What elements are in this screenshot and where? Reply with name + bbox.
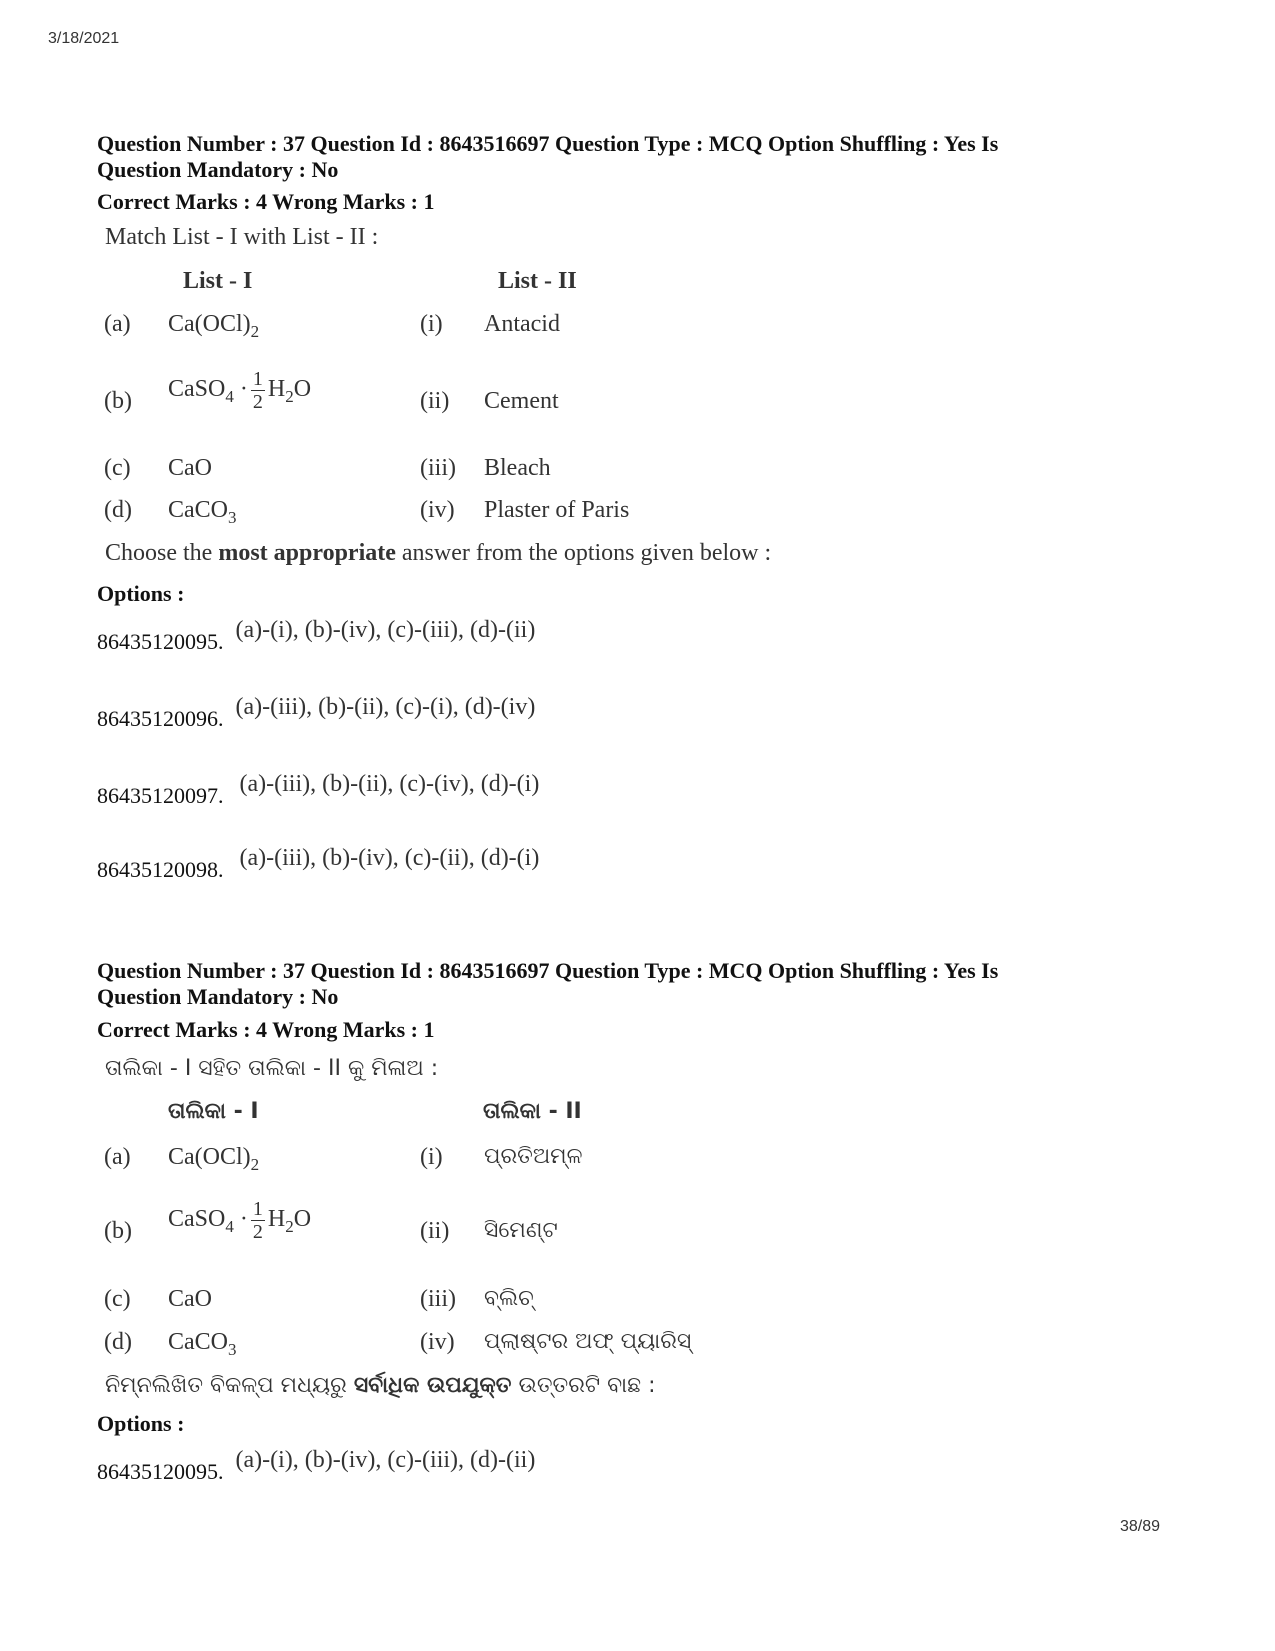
list2-header: ତାଲିକା - II	[483, 1099, 582, 1124]
print-date: 3/18/2021	[48, 30, 120, 47]
options-label: Options :	[97, 1411, 185, 1436]
question-meta-line2: Question Mandatory : No	[97, 157, 339, 182]
option-id: 86435120095.	[97, 1459, 224, 1484]
row-label-d: (d)	[104, 1329, 132, 1355]
row-roman-i: (i)	[420, 311, 443, 337]
option-text: (a)-(iii), (b)-(iv), (c)-(ii), (d)-(i)	[239, 845, 540, 871]
formula-calcium-carbonate: CaCO$_3$	[168, 1329, 237, 1359]
option-text: (a)-(iii), (b)-(ii), (c)-(i), (d)-(iv)	[235, 694, 536, 720]
row-answer-bleach: Bleach	[484, 455, 551, 481]
row-roman-iv: (iv)	[420, 1329, 455, 1355]
question-prompt: Match List - I with List - II :	[105, 224, 379, 250]
formula-calcium-oxide: CaO	[168, 455, 212, 481]
row-roman-i: (i)	[420, 1144, 443, 1170]
row-label-a: (a)	[104, 311, 131, 337]
question-marks: Correct Marks : 4 Wrong Marks : 1	[97, 189, 435, 214]
row-roman-ii: (ii)	[420, 388, 450, 414]
page-number: 38/89	[1120, 1518, 1161, 1535]
question-instruction: Choose the most appropriate answer from the options given below :	[105, 540, 772, 566]
row-answer-antacid: ପ୍ରତିଅମ୍ଳ	[484, 1144, 583, 1169]
formula-plaster-of-paris: CaSO$_4$ · $\frac{1}{2}$ $H_2O$	[168, 1198, 312, 1243]
option-row[interactable]	[97, 771, 540, 808]
row-roman-iv: (iv)	[420, 497, 455, 523]
option-id: 86435120097.	[97, 783, 224, 808]
option-id: 86435120098.	[97, 857, 224, 882]
formula-plaster-of-paris: CaSO$_4$ · $\frac{1}{2}$ $H_2O$	[168, 368, 312, 413]
row-answer-cement: Cement	[484, 388, 559, 414]
question-meta-line1: Question Number : 37 Question Id : 8643516697 Question Type : MCQ Option Shuffling : Yes Is	[97, 958, 999, 983]
list1-header: ତାଲିକା - I	[168, 1099, 259, 1124]
option-row[interactable]	[97, 694, 536, 731]
question-meta-line2: Question Mandatory : No	[97, 984, 339, 1009]
row-label-c: (c)	[104, 1286, 131, 1312]
row-label-d: (d)	[104, 497, 132, 523]
row-answer-antacid: Antacid	[484, 311, 560, 337]
row-label-c: (c)	[104, 455, 131, 481]
row-roman-ii: (ii)	[420, 1218, 450, 1244]
row-roman-iii: (iii)	[420, 455, 456, 481]
row-answer-bleach: ବ୍ଲିଚ୍	[484, 1286, 534, 1311]
option-id: 86435120096.	[97, 706, 224, 731]
row-label-a: (a)	[104, 1144, 131, 1170]
option-row[interactable]	[97, 845, 540, 882]
option-id: 86435120095.	[97, 629, 224, 654]
row-answer-cement: ସିମେଣ୍ଟ	[484, 1218, 558, 1243]
option-text: (a)-(i), (b)-(iv), (c)-(iii), (d)-(ii)	[235, 617, 536, 643]
option-row[interactable]	[97, 1447, 536, 1484]
formula-calcium-carbonate: CaCO$_3$	[168, 497, 237, 527]
row-answer-plaster: Plaster of Paris	[484, 497, 630, 523]
row-label-b: (b)	[104, 388, 132, 414]
option-text: (a)-(i), (b)-(iv), (c)-(iii), (d)-(ii)	[235, 1447, 536, 1473]
row-label-b: (b)	[104, 1218, 132, 1244]
formula-calcium-hypochlorite: $Ca(OCl)_2$	[168, 311, 260, 341]
option-row[interactable]	[97, 617, 536, 654]
question-instruction: ନିମ୍ନଲିଖିତ ବିକଳ୍ପ ମଧ୍ୟରୁ ସର୍ବାଧିକ ଉପଯୁକ୍ତ ଉତ୍ତରଟି ବାଛ :	[105, 1373, 656, 1398]
list1-header: List - I	[183, 268, 253, 294]
option-text: (a)-(iii), (b)-(ii), (c)-(iv), (d)-(i)	[239, 771, 540, 797]
row-answer-plaster: ପ୍ଲାଷ୍ଟର ଅଫ୍ ପ୍ୟାରିସ୍	[484, 1329, 692, 1354]
options-label: Options :	[97, 581, 185, 606]
question-prompt: ତାଲିକା - I ସହିତ ତାଲିକା - II କୁ ମିଳାଅ :	[105, 1056, 439, 1081]
row-roman-iii: (iii)	[420, 1286, 456, 1312]
formula-calcium-hypochlorite: $Ca(OCl)_2$	[168, 1144, 260, 1174]
question-meta-line1: Question Number : 37 Question Id : 8643516697 Question Type : MCQ Option Shuffling : Yes Is	[97, 131, 999, 156]
question-marks: Correct Marks : 4 Wrong Marks : 1	[97, 1017, 435, 1042]
formula-calcium-oxide: CaO	[168, 1286, 212, 1312]
list2-header: List - II	[498, 268, 577, 294]
